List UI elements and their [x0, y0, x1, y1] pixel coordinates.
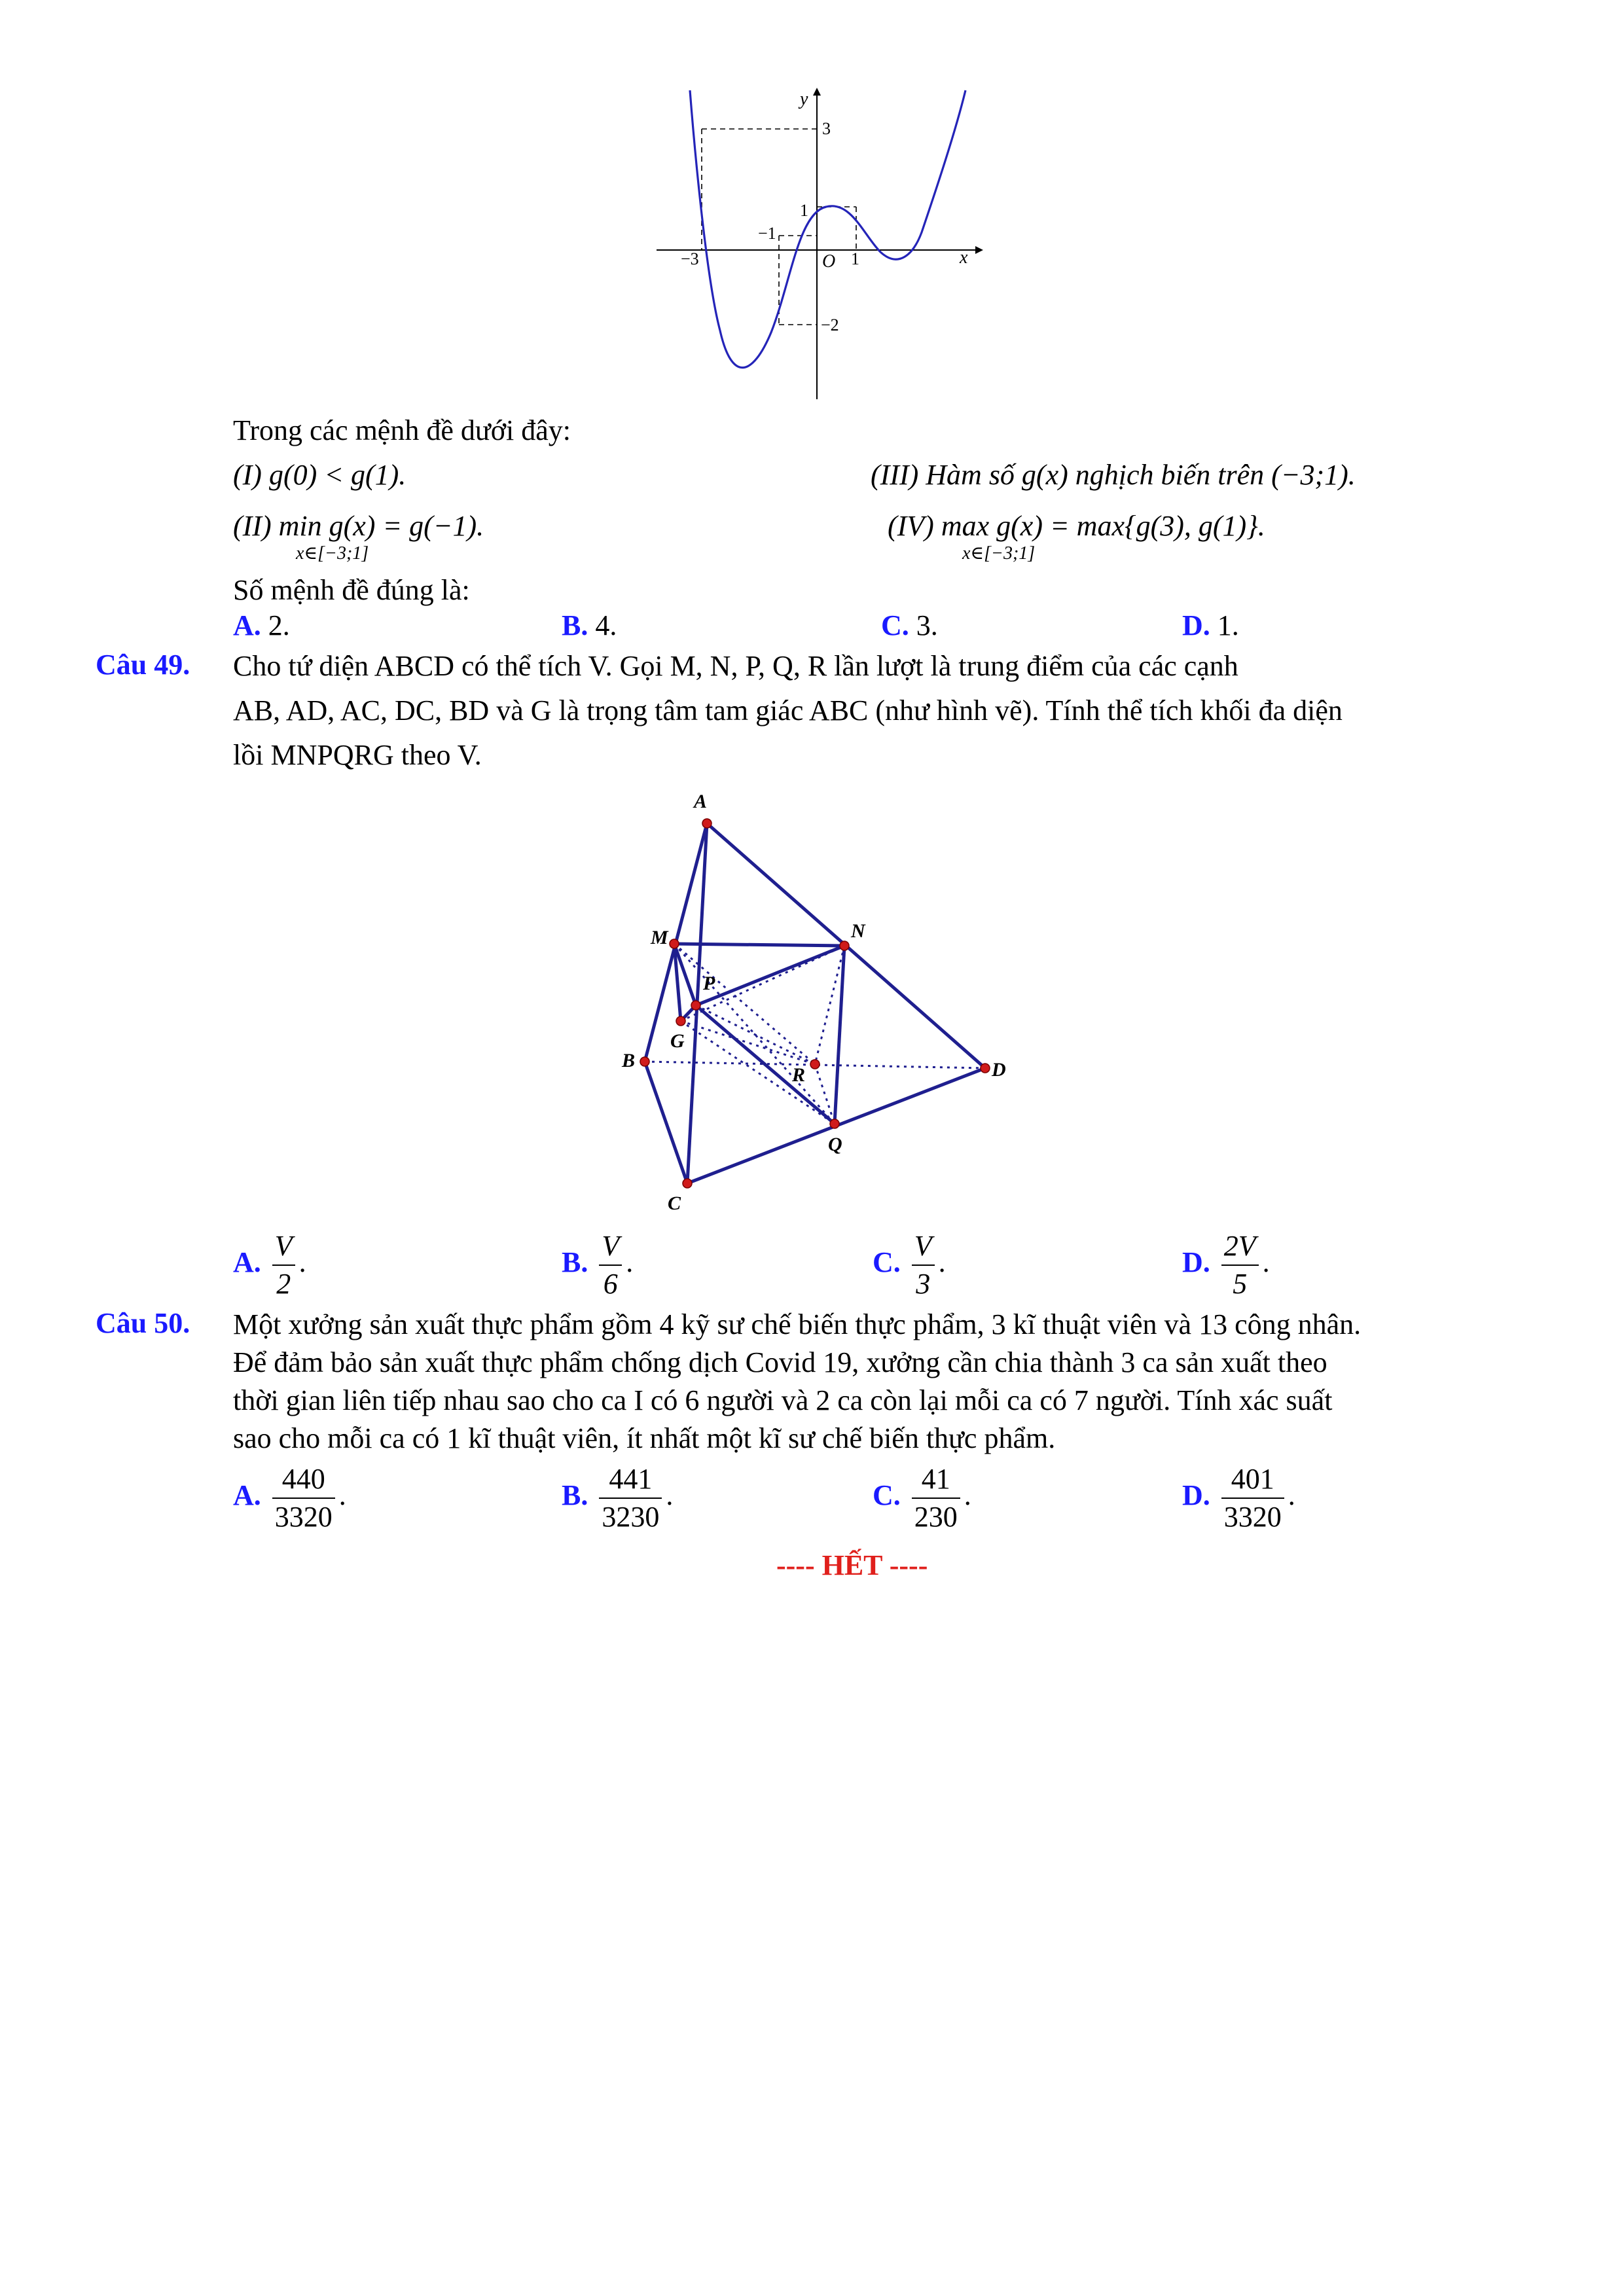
q49-line-3: lồi MNPQRG theo V. [233, 739, 482, 771]
origin-label: O [822, 251, 836, 272]
tick-m3: −3 [681, 249, 699, 268]
q48-option-b[interactable] [562, 609, 617, 642]
option-fraction [912, 1228, 935, 1302]
q50-option-a[interactable]: A. $\frac{440}{3320}$ . [233, 1461, 346, 1535]
denominator: 2 [276, 1268, 291, 1300]
option-fraction [1221, 1228, 1259, 1302]
q50-option-b[interactable]: B. $\frac{441}{3230}$ . [562, 1461, 673, 1535]
option-label: C. [873, 1246, 901, 1279]
option-label: B. [562, 609, 588, 641]
tetrahedron-figure [602, 779, 1060, 1224]
denominator: 3 [916, 1268, 931, 1300]
option-text: 4. [595, 609, 617, 641]
denominator: 3320 [274, 1501, 333, 1533]
option-label: A. [233, 1246, 261, 1279]
option-fraction [1221, 1461, 1284, 1535]
denominator: 3230 [602, 1501, 660, 1533]
q48-ask: Số mệnh đề đúng là: [233, 574, 470, 606]
q49-label: Câu 49. [96, 649, 190, 681]
q50-label: Câu 50. [96, 1307, 190, 1339]
denominator: 230 [914, 1501, 958, 1533]
option-fraction [272, 1228, 295, 1302]
point-label-d: D [992, 1059, 1006, 1081]
numerator: 401 [1221, 1461, 1284, 1499]
numerator: V [599, 1228, 622, 1266]
q49-line-2: AB, AD, AC, DC, BD và G là trọng tâm tam giác ABC (như hình vẽ). Tính thể tích khối đa diện [233, 694, 1343, 726]
option-fraction [912, 1461, 960, 1535]
numerator: 441 [599, 1461, 662, 1499]
tick-3: 3 [822, 119, 831, 138]
end-marker: ---- HẾT ---- [776, 1549, 928, 1581]
option-label: A. [233, 1479, 261, 1512]
q50-line-4: sao cho mỗi ca có 1 kĩ thuật viên, ít nhất một kĩ sư chế biến thực phẩm. [233, 1422, 1056, 1454]
q50-line-1: Một xưởng sản xuất thực phẩm gồm 4 kỹ sư chế biến thực phẩm, 3 kĩ thuật viên và 13 công nhân. [233, 1308, 1362, 1340]
option-fraction [599, 1461, 662, 1535]
denominator: 3320 [1223, 1501, 1282, 1533]
option-label: C. [873, 1479, 901, 1512]
q48-statement-2-sub: x∈[−3;1] [296, 543, 369, 564]
option-label: D. [1182, 1246, 1210, 1279]
option-text: 2. [268, 609, 290, 641]
point-label-g: G [670, 1030, 685, 1052]
denominator: 5 [1233, 1268, 1248, 1300]
q49-option-b[interactable]: B. $\frac{V}{6}$ . [562, 1228, 633, 1302]
point-label-p: P [703, 973, 715, 994]
q48-statement-1: (I) g(0) < g(1). [233, 459, 406, 491]
tick-1: 1 [800, 201, 808, 220]
option-label: B. [562, 1479, 588, 1512]
q50-option-c[interactable]: C. $\frac{41}{230}$ . [873, 1461, 971, 1535]
point-label-c: C [668, 1193, 681, 1214]
option-text: 3. [916, 609, 938, 641]
q48-option-c[interactable] [881, 609, 938, 642]
option-fraction [599, 1228, 622, 1302]
numerator: 41 [912, 1461, 960, 1499]
q48-statement-2: (II) min g(x) = g(−1). [233, 510, 484, 542]
option-label: C. [881, 609, 909, 641]
q50-line-2: Để đảm bảo sản xuất thực phẩm chống dịch Covid 19, xưởng cần chia thành 3 ca sản xuất theo [233, 1346, 1327, 1378]
option-label: A. [233, 609, 261, 641]
q49-option-d[interactable]: D. $\frac{2V}{5}$ . [1182, 1228, 1270, 1302]
point-label-a: A [694, 791, 708, 812]
q48-statement-4-sub: x∈[−3;1] [962, 543, 1036, 564]
option-fraction [272, 1461, 335, 1535]
function-graph [648, 79, 988, 406]
q49-line-1: Cho tứ diện ABCD có thể tích V. Gọi M, N, P, Q, R lần lượt là trung điểm của các cạnh [233, 650, 1238, 682]
point-label-b: B [622, 1050, 636, 1071]
q49-option-a[interactable]: A. $\frac{V}{2}$ . [233, 1228, 306, 1302]
point-label-m: M [651, 927, 668, 948]
point-label-q: Q [828, 1134, 842, 1155]
point-label-r: R [792, 1064, 806, 1086]
y-label: y [800, 89, 808, 109]
q50-line-3: thời gian liên tiếp nhau sao cho ca I có 6 người và 2 ca còn lại mỗi ca có 7 người. Tính xác suất [233, 1384, 1333, 1416]
tick-m1: −1 [758, 224, 776, 243]
numerator: 2V [1221, 1228, 1259, 1266]
option-text: 1. [1217, 609, 1239, 641]
q48-statement-3: (III) Hàm số g(x) nghịch biến trên (−3;1). [871, 459, 1356, 491]
q48-option-a[interactable] [233, 609, 290, 642]
q48-option-d[interactable] [1182, 609, 1239, 642]
q48-statement-4: (IV) max g(x) = max{g(3), g(1)}. [888, 510, 1265, 542]
option-label: B. [562, 1246, 588, 1279]
tick-m2: −2 [821, 315, 839, 334]
q48-intro: Trong các mệnh đề dưới đây: [233, 414, 571, 446]
q50-option-d[interactable]: D. $\frac{401}{3320}$ . [1182, 1461, 1295, 1535]
denominator: 6 [603, 1268, 618, 1300]
numerator: V [912, 1228, 935, 1266]
option-label: D. [1182, 1479, 1210, 1512]
tick-x1: 1 [851, 249, 859, 268]
numerator: 440 [272, 1461, 335, 1499]
point-label-n: N [851, 920, 865, 942]
q49-option-c[interactable]: C. $\frac{V}{3}$ . [873, 1228, 946, 1302]
option-label: D. [1182, 609, 1210, 641]
numerator: V [272, 1228, 295, 1266]
x-label: x [960, 247, 968, 268]
